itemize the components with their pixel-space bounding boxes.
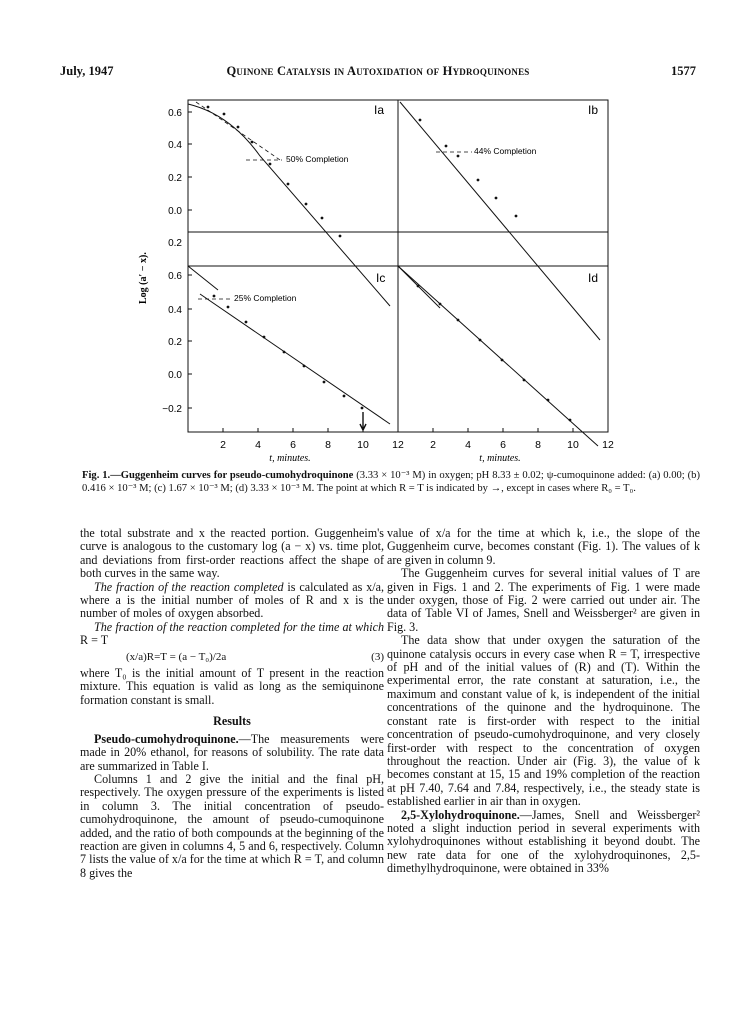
curve-ib: [400, 102, 600, 340]
xtick-label: 12: [392, 439, 404, 451]
curve-id: [398, 266, 598, 446]
paragraph: where T₀ is the initial amount of T present in the reaction mixture. This equation is valid as long as the semiquinone formation constant is small.: [80, 666, 384, 707]
panel-frame-id: [398, 266, 608, 432]
panel-frame-ia: [188, 100, 398, 232]
equation-number: (3): [371, 650, 384, 663]
x-axis-label-left: t, minutes.: [269, 453, 311, 464]
ytick-label: 0.0: [168, 370, 182, 381]
paragraph-text: —The measurements were made in 20% ethanol, for reasons of solubility. The rate data are summarized in Table I.: [80, 731, 384, 773]
italic-phrase: The fraction of the reaction completed for the time at which: [94, 619, 384, 634]
panel-label-id: Id: [588, 271, 599, 285]
ytick-label: −0.2: [162, 404, 182, 415]
bold-phrase: Pseudo-cumohydroquinone.: [94, 731, 239, 746]
ytick-label: 0.0: [168, 206, 182, 217]
header-page-number: 1577: [671, 64, 696, 78]
ytick-label: 0.4: [168, 305, 182, 316]
header-title: Quinone Catalysis in Autoxidation of Hydroquinones: [226, 64, 530, 78]
equation-body: (x/a)R=T = (a − T₀)/2a: [126, 650, 227, 663]
xtick-label: 10: [567, 439, 579, 451]
caption-label: Fig. 1.—Guggenheim curves for pseudo-cumohydroquinone: [82, 470, 354, 481]
figure-caption: [82, 470, 700, 495]
paragraph: value of x/a for the time at which k, i.e., the slope of the Guggenheim curve, becomes constant (Fig. 1). The values of k are given in column 9.: [387, 526, 700, 567]
xtick-label: 4: [255, 439, 261, 451]
paragraph: the total substrate and x the reacted portion. Guggenheim's curve is analogous to the customary log (a − x) vs. time plot, and deviations from first-order reactions affect the shape of both curves in the same way.: [80, 526, 384, 581]
panel-frame-ib: [398, 100, 608, 232]
ytick-label: 0.4: [168, 140, 182, 151]
ytick-label: 0.6: [168, 271, 182, 282]
tangent-ia: [196, 102, 280, 160]
left-column: [80, 527, 384, 880]
xtick-label: 2: [430, 439, 436, 451]
xtick-label: 12: [602, 439, 614, 451]
panel-label-ia: Ia: [374, 103, 385, 117]
paragraph: [387, 809, 700, 876]
annotation-44-completion: 44% Completion: [474, 146, 537, 156]
ytick-label: 0.6: [168, 108, 182, 119]
paragraph: [80, 581, 384, 621]
ytick-label: 0.2: [168, 238, 182, 249]
figure-guggenheim-curves: [100, 94, 630, 469]
curve-ic: [200, 294, 390, 424]
paragraph-text: —James, Snell and Weissberger² noted a slight induction period in several experiments with xylohydroquinones without establishing it beyond doubt. The new rate data for one of the xylohydroquinones, 2,5-dimethylhydroquinone, were obtained in 33%: [387, 807, 700, 876]
paragraph: Columns 1 and 2 give the initial and the final pH, respectively. The oxygen pressure of the experiments is listed in column 3. The initial concentration of pseudo-cumohydroquinone, the amount of pseudo-cumoquinone added, and the ratio of both compounds at the beginning of the reaction are given in columns 4, 5 and 6, respectively. Column 7 lists the value of x/a for the time at which R = T, and column 8 gives the: [80, 771, 384, 880]
paragraph: The Guggenheim curves for several initial values of T are given in Figs. 1 and 2. The experiments of Fig. 1 were made under oxygen, those of Fig. 2 were carried out under air. The data of Table VI of James, Snell and Weissberger² are given in Fig. 3.: [387, 566, 700, 634]
caption-text: (3.33 × 10⁻³ M) in oxygen; pH 8.33 ± 0.02; ψ-cumoquinone added: (a) 0.00; (b) 0.416 × 10⁻³ M; (c) 1.67 × 10⁻³ M; (d) 3.33 × 10⁻³ M. The point at which R = T is indicated by →, except in cases where R₀ = T₀.: [82, 470, 700, 494]
paragraph: [80, 733, 384, 773]
xtick-label: 6: [500, 439, 506, 451]
y-axis-label: Log (a′ − x).: [138, 252, 149, 304]
curve-ia: [188, 104, 390, 306]
annotation-50-completion: 50% Completion: [286, 154, 349, 164]
equation-3: [80, 651, 384, 664]
bold-phrase: 2,5-Xylohydroquinone.: [401, 807, 520, 822]
xtick-label: 8: [325, 439, 331, 451]
panel-label-ib: Ib: [588, 103, 599, 117]
xtick-label: 6: [290, 439, 296, 451]
section-heading-results: Results: [213, 714, 251, 729]
xtick-label: 10: [357, 439, 369, 451]
panel-label-ic: Ic: [376, 271, 386, 285]
x-axis-label-right: t, minutes.: [479, 453, 521, 464]
xtick-label: 4: [465, 439, 471, 451]
xtick-label: 8: [535, 439, 541, 451]
header-date: July, 1947: [60, 64, 114, 78]
paragraph: [80, 621, 384, 648]
paragraph-text: is calculated as x/a, where a is the initial number of moles of R and x is the number of moles of oxygen absorbed.: [80, 579, 384, 621]
rt-arrow-icon: [360, 412, 366, 430]
paragraph: The data show that under oxygen the saturation of the quinone catalysis occurs in every case when R = T, irrespective of pH and of the initial values of (R) and (T). Within the experimental error, the rate constant at saturation, i.e., the maximum and constant value of k, is independent of the initial concentrations of the quinone and the hydroquinone. The constant rate is first-order with respect to the initial concentration of pseudo-cumohydroquinone, and very closely first-order with respect to the concentration of oxygen throughout the reaction. Under air (Fig. 3), the value of k becomes constant at 15, 15 and 19% completion of the reaction at pH 7.40, 7.64 and 7.84, respectively, i.e., the steady state is established earlier in air than in oxygen.: [387, 633, 700, 809]
ytick-label: 0.2: [168, 337, 182, 348]
running-header: [60, 64, 696, 84]
panel-frame-ic: [188, 266, 398, 432]
italic-phrase: The fraction of the reaction completed: [94, 579, 284, 594]
xtick-label: 2: [220, 439, 226, 451]
annotation-25-completion: 25% Completion: [234, 293, 297, 303]
paragraph-text: R = T: [80, 633, 109, 648]
right-column: [387, 527, 700, 876]
ytick-label: 0.2: [168, 173, 182, 184]
